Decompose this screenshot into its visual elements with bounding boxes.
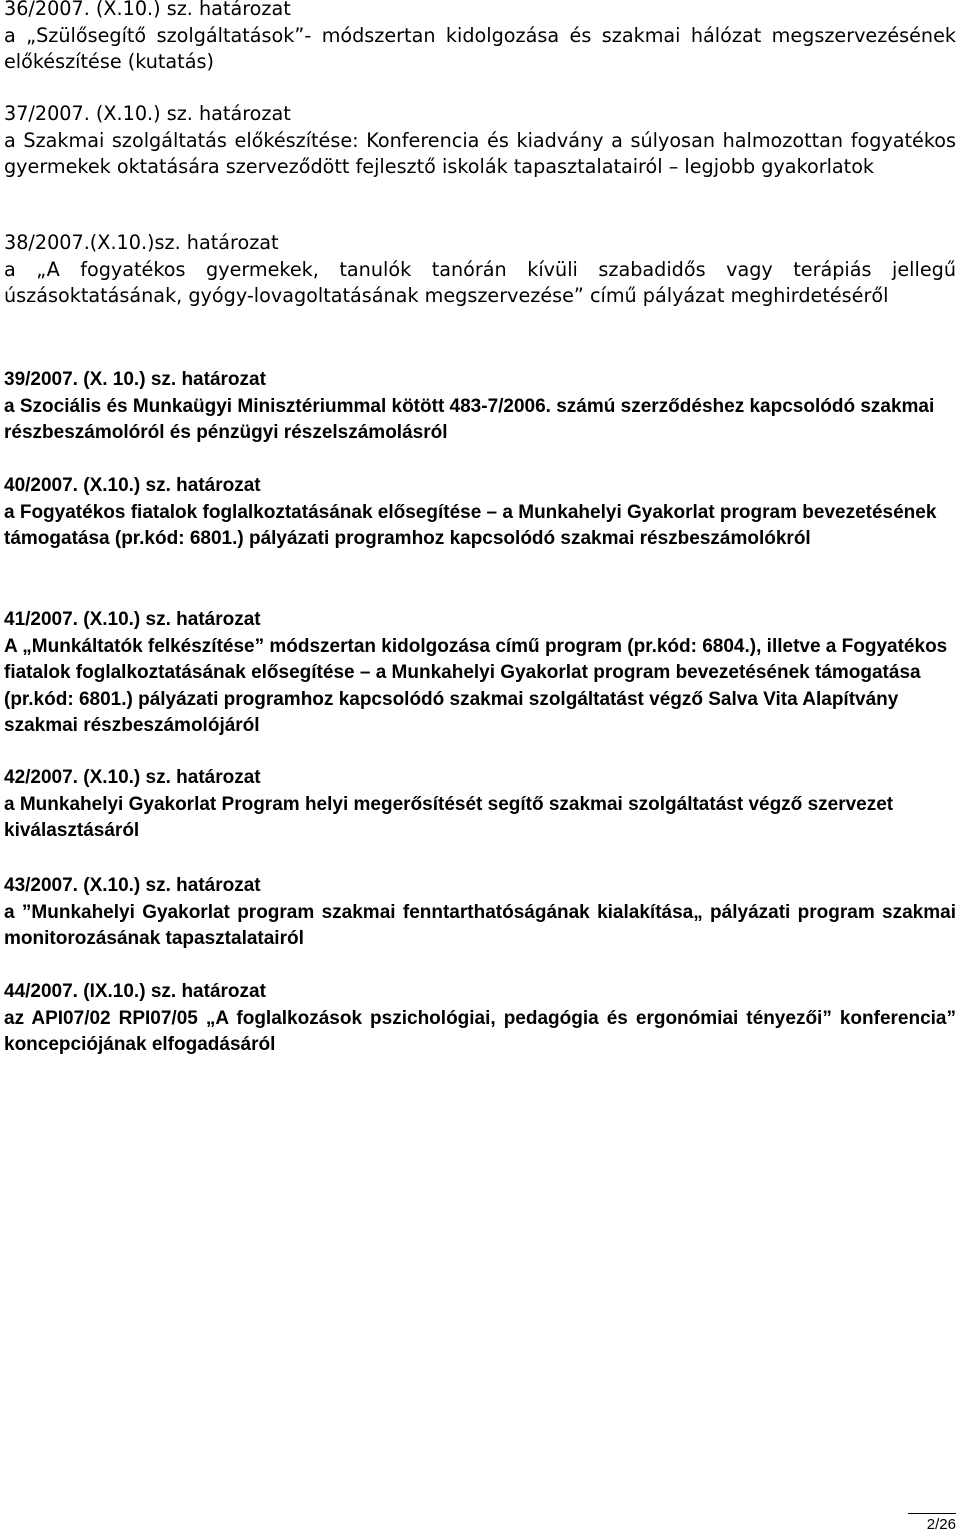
page-number: 2/26 [926,1516,956,1533]
resolution-heading: 36/2007. (X.10.) sz. határozat [4,0,291,20]
resolution-41 [4,607,956,740]
resolution-43 [4,873,956,953]
resolution-text: a Fogyatékos fiatalok foglalkoztatásának elősegítése – a Munkahelyi Gyakorlat program bevezetésének támogatása (pr.kód: 6801.) pályázati programhoz kapcsolódó szakmai részbeszámolókról [4,501,937,549]
resolution-text: a Szakmai szolgáltatás előkészítése: Konferencia és kiadvány a súlyosan halmozottan fogyatékos gyermekek oktatására szerveződött fejlesztő iskolák tapasztalatairól – legjobb gyakorlatok [4,128,956,178]
resolution-44 [4,979,956,1059]
resolution-heading: 42/2007. (X.10.) sz. határozat [4,767,261,788]
resolution-text: A „Munkáltatók felkészítése” módszertan kidolgozása című program (pr.kód: 6804.), illetve a Fogyatékos fiatalok foglalkoztatásának elősegítése – a Munkahelyi Gyakorlat program bevezetésének támogatása (pr.kód: 6801.) pályázati programhoz kapcsolódó szakmai szolgáltatást végző Salva Vita Alapítvány szakmai részbeszámolójáról [4,635,948,736]
resolution-heading: 44/2007. (IX.10.) sz. határozat [4,981,266,1002]
resolution-37 [4,101,956,181]
resolution-text: a „A fogyatékos gyermekek, tanulók tanórán kívüli szabadidős vagy terápiás jellegű úszásoktatásának, gyógy-lovagoltatásának megszervezése” című pályázat meghirdetéséről [4,257,956,307]
resolution-heading: 37/2007. (X.10.) sz. határozat [4,102,291,125]
resolution-text: a Munkahelyi Gyakorlat Program helyi megerősítését segítő szakmai szolgáltatást végző szervezet kiválasztásáról [4,793,894,841]
resolution-text: a „Szülősegítő szolgáltatások”- módszertan kidolgozása és szakmai hálózat megszervezésének előkészítése (kutatás) [4,23,956,73]
resolution-heading: 39/2007. (X. 10.) sz. határozat [4,369,266,390]
resolution-text: a Szociális és Munkaügyi Minisztériummal kötött 483-7/2006. számú szerződéshez kapcsolódó szakmai részbeszámolóról és pénzügyi részelszámolásról [4,395,935,443]
resolution-heading: 38/2007.(X.10.)sz. határozat [4,231,279,254]
resolution-38 [4,230,956,310]
resolution-text: az API07/02 RPI07/05 „A foglalkozások pszichológiai, pedagógia és ergonómiai tényezői” konferencia” koncepciójának elfogadásáról [4,1007,956,1055]
resolution-39 [4,367,956,447]
resolution-heading: 41/2007. (X.10.) sz. határozat [4,609,261,630]
resolution-text: a ”Munkahelyi Gyakorlat program szakmai fenntarthatóságának kialakítása„ pályázati program szakmai monitorozásának tapasztalatairól [4,901,956,949]
resolution-heading: 40/2007. (X.10.) sz. határozat [4,475,261,496]
footer-divider [908,1513,956,1514]
resolution-42 [4,765,956,845]
resolution-40 [4,473,956,553]
resolution-36 [4,0,956,76]
resolution-heading: 43/2007. (X.10.) sz. határozat [4,875,261,896]
